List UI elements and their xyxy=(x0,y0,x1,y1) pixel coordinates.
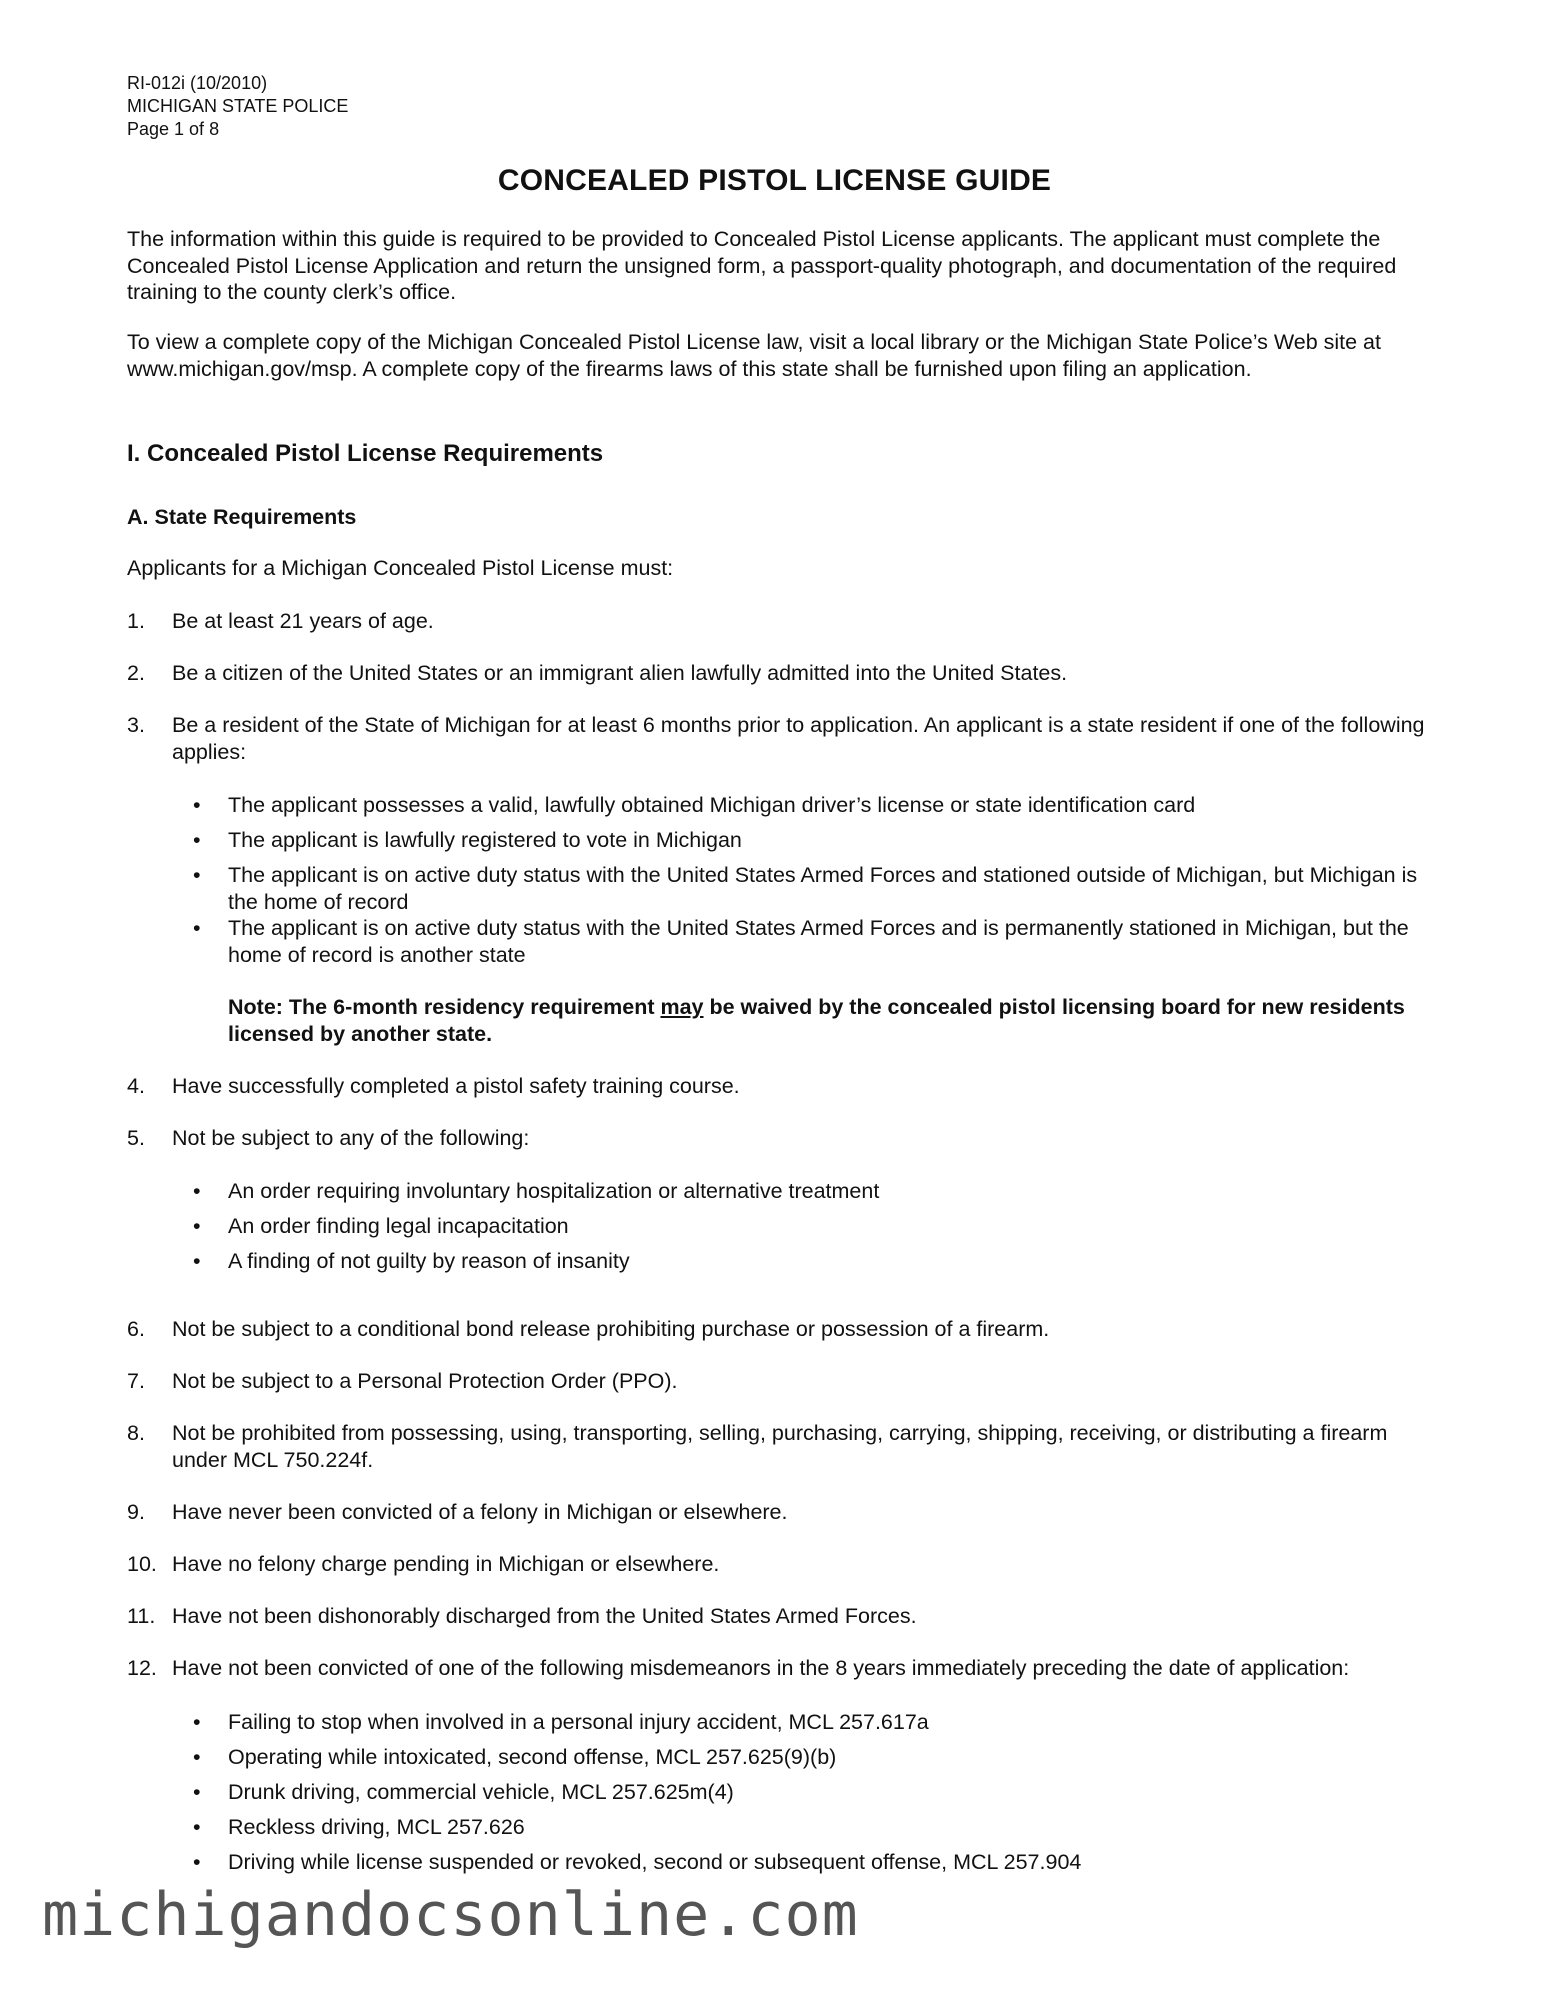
misdemeanor-bullet: • Failing to stop when involved in a personal injury accident, MCL 257.617a xyxy=(193,1710,929,1734)
section-heading: I. Concealed Pistol License Requirements xyxy=(127,440,604,467)
item-text: Have never been convicted of a felony in Michigan or elsewhere. xyxy=(172,1500,788,1524)
bullet-icon: • xyxy=(193,1815,201,1839)
form-id: RI-012i (10/2010) xyxy=(127,73,268,93)
misdemeanor-bullet: • Driving while license suspended or revoked, second or subsequent offense, MCL 257.904 xyxy=(193,1850,1082,1874)
item-number: 9. xyxy=(127,1500,145,1524)
item-text: Have not been convicted of one of the following misdemeanors in the 8 years immediately preceding the date of application: xyxy=(172,1656,1350,1680)
item-text: Not be subject to any of the following: xyxy=(172,1126,530,1150)
agency-name: MICHIGAN STATE POLICE xyxy=(127,96,349,116)
bullet-icon: • xyxy=(193,1179,201,1203)
item-text: Have not been dishonorably discharged from the United States Armed Forces. xyxy=(172,1604,917,1628)
item-text: Not be subject to a conditional bond release prohibiting purchase or possession of a firearm. xyxy=(172,1317,1050,1341)
document-title: CONCEALED PISTOL LICENSE GUIDE xyxy=(497,164,1052,197)
item-number: 1. xyxy=(127,609,145,633)
residency-bullet: • The applicant possesses a valid, lawfully obtained Michigan driver’s license or state identification card xyxy=(193,793,1196,817)
bullet-icon: • xyxy=(193,1710,201,1734)
item-text: Have successfully completed a pistol safety training course. xyxy=(172,1074,740,1098)
misdemeanor-bullet: • Drunk driving, commercial vehicle, MCL 257.625m(4) xyxy=(193,1780,734,1804)
site-watermark: michigandocsonline.com xyxy=(42,1880,859,1950)
bullet-icon: • xyxy=(193,793,201,817)
item-number: 12. xyxy=(127,1656,157,1680)
item-number: 5. xyxy=(127,1126,145,1150)
bullet-icon: • xyxy=(193,1214,201,1238)
bullet-icon: • xyxy=(193,828,201,852)
intro-paragraph-1: The information within this guide is required to be provided to Concealed Pistol License applicants. The applicant must complete the Concealed Pistol License Application and return the unsigned form, a passport-quality photograph, and documentation of the required training to the county clerk’s office. xyxy=(127,227,1397,304)
residency-note: Note: The 6-month residency requirement may be waived by the concealed pistol licensing board for new residents licensed by another state. xyxy=(228,995,1405,1046)
item-text: Be at least 21 years of age. xyxy=(172,609,434,633)
item-text: Not be subject to a Personal Protection Order (PPO). xyxy=(172,1369,678,1393)
item-number: 4. xyxy=(127,1074,145,1098)
intro-paragraph-2: To view a complete copy of the Michigan Concealed Pistol License law, visit a local library or the Michigan State Police’s Web site at www.michigan.gov/msp. A complete copy of the firearms laws of this state shall be furnished upon filing an application. xyxy=(127,330,1381,381)
residency-bullet: • The applicant is on active duty status with the United States Armed Forces and stationed outside of Michigan, but Michigan is the home of record xyxy=(193,863,1418,914)
bullet-icon: • xyxy=(193,863,201,887)
subject-bullet: • An order requiring involuntary hospitalization or alternative treatment xyxy=(193,1179,880,1203)
subsection-heading: A. State Requirements xyxy=(127,505,357,529)
item-number: 8. xyxy=(127,1421,145,1445)
misdemeanor-bullet: • Operating while intoxicated, second offense, MCL 257.625(9)(b) xyxy=(193,1745,837,1769)
subject-bullet: • An order finding legal incapacitation xyxy=(193,1214,569,1238)
item-text: Have no felony charge pending in Michigan or elsewhere. xyxy=(172,1552,720,1576)
item-text: Be a resident of the State of Michigan for at least 6 months prior to application. An applicant is a state resident if one of the following applies: xyxy=(172,713,1425,764)
item-number: 2. xyxy=(127,661,145,685)
requirements-lead: Applicants for a Michigan Concealed Pistol License must: xyxy=(127,556,674,580)
item-number: 6. xyxy=(127,1317,145,1341)
residency-bullet: • The applicant is lawfully registered to vote in Michigan xyxy=(193,828,742,852)
item-text: Not be prohibited from possessing, using, transporting, selling, purchasing, carrying, shipping, receiving, or distributing a firearm under MCL 750.224f. xyxy=(172,1421,1388,1472)
item-number: 11. xyxy=(127,1604,156,1628)
misdemeanor-bullet: • Reckless driving, MCL 257.626 xyxy=(193,1815,525,1839)
subject-bullet: • A finding of not guilty by reason of insanity xyxy=(193,1249,630,1273)
item-number: 3. xyxy=(127,713,145,737)
page-number: Page 1 of 8 xyxy=(127,119,220,139)
bullet-icon: • xyxy=(193,1745,201,1769)
bullet-icon: • xyxy=(193,1850,201,1874)
item-number: 10. xyxy=(127,1552,157,1576)
item-text: Be a citizen of the United States or an immigrant alien lawfully admitted into the United States. xyxy=(172,661,1068,685)
bullet-icon: • xyxy=(193,916,201,940)
item-number: 7. xyxy=(127,1369,145,1393)
bullet-icon: • xyxy=(193,1249,201,1273)
form-header xyxy=(127,72,348,141)
residency-bullet: • The applicant is on active duty status with the United States Armed Forces and is permanently stationed in Michigan, but the home of record is another state xyxy=(193,916,1409,967)
bullet-icon: • xyxy=(193,1780,201,1804)
